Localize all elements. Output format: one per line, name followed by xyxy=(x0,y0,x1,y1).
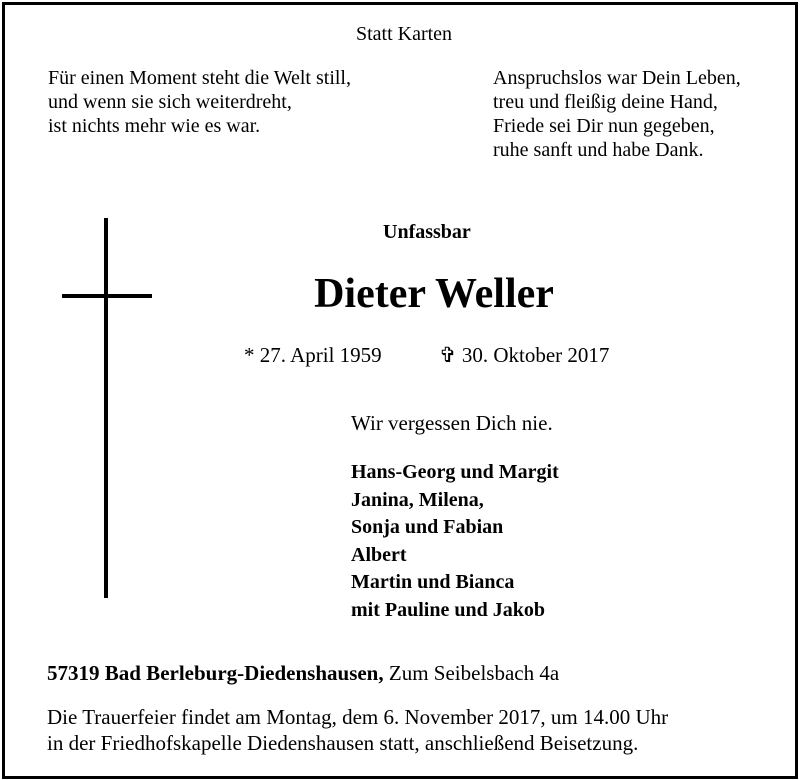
family-member: Martin und Bianca xyxy=(351,571,515,593)
address xyxy=(47,660,559,686)
poem-right-line: Anspruchslos war Dein Leben, xyxy=(493,67,741,89)
family-list xyxy=(351,459,559,624)
poem-left-line: und wenn sie sich weiterdreht, xyxy=(48,91,292,113)
birth-date: * 27. April 1959 xyxy=(244,343,382,367)
address-city: 57319 Bad Berleburg-Diedenshausen, xyxy=(47,661,384,685)
death-date: ✞ 30. Oktober 2017 xyxy=(439,343,610,367)
poem-right-line: ruhe sanft und habe Dank. xyxy=(493,139,704,161)
family-member: Sonja und Fabian xyxy=(351,516,504,538)
family-member: Hans-Georg und Margit xyxy=(351,461,559,483)
address-street: Zum Seibelsbach 4a xyxy=(383,661,560,685)
poem-right-line: treu und fleißig deine Hand, xyxy=(493,91,718,113)
ceremony-line: Die Trauerfeier findet am Montag, dem 6. November 2017, um 14.00 Uhr xyxy=(47,705,669,729)
ceremony-line: in der Friedhofskapelle Diedenshausen statt, anschließend Beisetzung. xyxy=(47,731,639,755)
poem-left-line: Für einen Moment steht die Welt still, xyxy=(48,67,351,89)
family-member: Albert xyxy=(351,543,407,566)
family-member: mit Pauline und Jakob xyxy=(351,598,545,621)
family-member: Janina, Milena, xyxy=(351,488,484,511)
poem-right xyxy=(493,66,741,162)
header-text: Statt Karten xyxy=(355,23,453,45)
poem-left-line: ist nichts mehr wie es war. xyxy=(48,115,261,137)
poem-left xyxy=(48,66,351,138)
motto: Wir vergessen Dich nie. xyxy=(351,411,553,435)
poem-right-line: Friede sei Dir nun gegeben, xyxy=(493,115,715,137)
headline: Unfassbar xyxy=(383,221,471,243)
ceremony-info xyxy=(47,704,668,756)
deceased-name: Dieter Weller xyxy=(314,271,554,317)
